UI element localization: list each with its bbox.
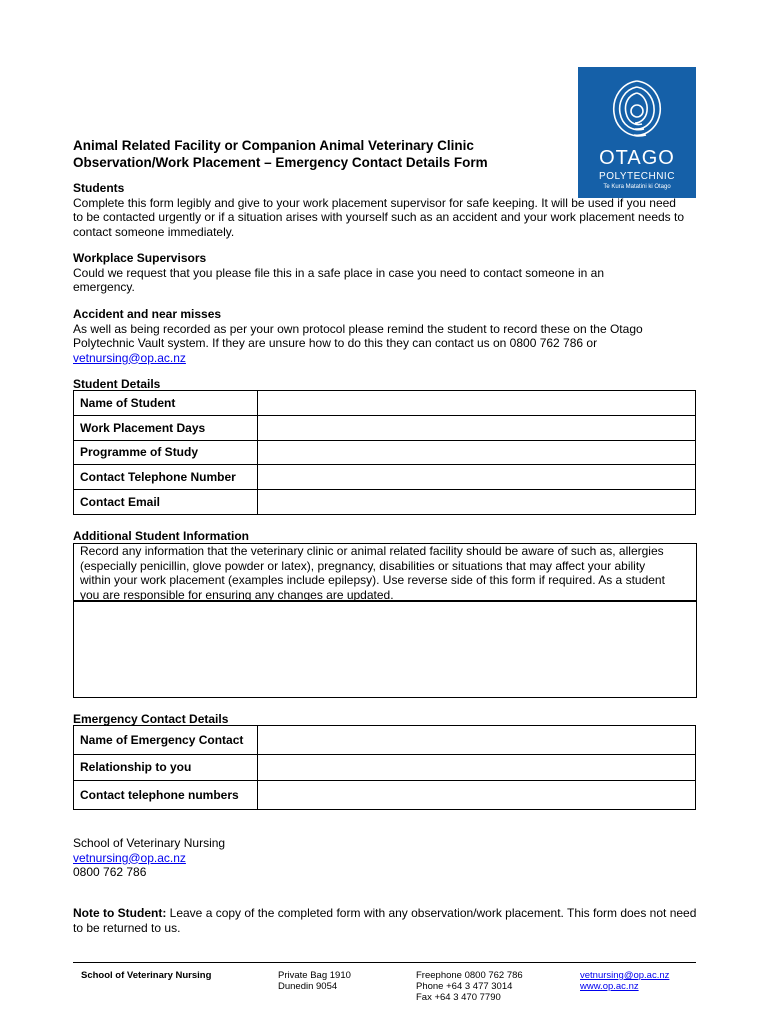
form-title-line1: Animal Related Facility or Companion Animal Veterinary Clinic bbox=[73, 138, 474, 153]
footer-website-link[interactable]: www.op.ac.nz bbox=[580, 981, 639, 992]
emergency-phone-field[interactable] bbox=[258, 781, 696, 810]
logo-name: OTAGO bbox=[599, 147, 675, 169]
students-text: Complete this form legibly and give to your work placement supervisor for safe keeping. It will be used if you need to be contacted urgently or if a situation arises with yourself such as an accident and your work placement needs to contact someone immediately. bbox=[73, 195, 685, 239]
logo-subtitle: POLYTECHNIC bbox=[599, 171, 675, 182]
emergency-heading: Emergency Contact Details bbox=[73, 712, 229, 726]
table-row bbox=[74, 726, 696, 755]
row-label: Name of Student bbox=[74, 391, 258, 416]
footer-address-line2: Dunedin 9054 bbox=[278, 981, 338, 992]
row-label: Relationship to you bbox=[74, 755, 258, 781]
school-email-link[interactable]: vetnursing@op.ac.nz bbox=[73, 850, 186, 865]
accident-section bbox=[73, 307, 693, 365]
row-label: Programme of Study bbox=[74, 441, 258, 465]
footer-divider bbox=[73, 962, 696, 963]
otago-polytechnic-logo bbox=[578, 67, 696, 198]
table-row bbox=[74, 441, 696, 465]
relationship-field[interactable] bbox=[258, 755, 696, 781]
additional-info-heading: Additional Student Information bbox=[73, 529, 249, 543]
supervisors-text: Could we request that you please file this in a safe place in case you need to contact someone in an emergency. bbox=[73, 265, 604, 294]
row-label: Work Placement Days bbox=[74, 416, 258, 441]
row-label: Contact Telephone Number bbox=[74, 465, 258, 490]
form-title-line2: Observation/Work Placement – Emergency Contact Details Form bbox=[73, 155, 488, 170]
school-contact-block bbox=[73, 836, 225, 880]
table-row bbox=[74, 755, 696, 781]
row-label: Contact Email bbox=[74, 490, 258, 515]
emergency-table bbox=[73, 725, 696, 810]
footer-address-line1: Private Bag 1910 bbox=[278, 970, 351, 981]
accident-heading: Accident and near misses bbox=[73, 307, 222, 321]
logo-maori-name: Te Kura Matatini ki Otago bbox=[603, 184, 671, 190]
footer-freephone: Freephone 0800 762 786 bbox=[416, 970, 523, 981]
footer-fax: Fax +64 3 470 7790 bbox=[416, 992, 501, 1003]
supervisors-heading: Workplace Supervisors bbox=[73, 251, 207, 265]
students-section bbox=[73, 181, 693, 239]
student-details-heading: Student Details bbox=[73, 377, 161, 391]
contact-email-field[interactable] bbox=[258, 490, 696, 515]
additional-info-instructions bbox=[73, 543, 697, 602]
row-label: Contact telephone numbers bbox=[74, 781, 258, 810]
footer-school: School of Veterinary Nursing bbox=[81, 970, 212, 981]
footer-links bbox=[580, 970, 669, 992]
contact-telephone-field[interactable] bbox=[258, 465, 696, 490]
accident-text: As well as being recorded as per your own protocol please remind the student to record these on the Otago Polytechnic Vault system. If they are unsure how to do this they can contact us on 0800 762 786 or bbox=[73, 321, 643, 350]
school-phone: 0800 762 786 bbox=[73, 865, 147, 879]
work-placement-days-field[interactable] bbox=[258, 416, 696, 441]
student-details-table bbox=[73, 390, 696, 515]
note-to-student bbox=[73, 906, 698, 935]
note-label: Note to Student: bbox=[73, 906, 167, 920]
table-row bbox=[74, 781, 696, 810]
row-label: Name of Emergency Contact bbox=[74, 726, 258, 755]
footer-email-link[interactable]: vetnursing@op.ac.nz bbox=[580, 970, 670, 981]
additional-info-text: Record any information that the veterinary clinic or animal related facility should be aware of such as, allergies (especially penicillin, glove powder or latex), pregnancy, disabilities or situations that may affect your ability within your work placement (examples include epilepsy). Use reverse side of this form if required. As a student you are responsible for ensuring any changes are updated. bbox=[80, 544, 665, 602]
table-row bbox=[74, 465, 696, 490]
logo-swirl-icon bbox=[606, 77, 668, 145]
school-name: School of Veterinary Nursing bbox=[73, 836, 226, 850]
emergency-contact-name-field[interactable] bbox=[258, 726, 696, 755]
table-row bbox=[74, 391, 696, 416]
footer-address bbox=[278, 970, 351, 992]
form-title bbox=[73, 137, 488, 171]
note-text: Leave a copy of the completed form with any observation/work placement. This form does not need to be returned to us. bbox=[73, 906, 697, 935]
name-of-student-field[interactable] bbox=[258, 391, 696, 416]
accident-email-link[interactable]: vetnursing@op.ac.nz bbox=[73, 350, 186, 365]
students-heading: Students bbox=[73, 181, 125, 195]
supervisors-section bbox=[73, 251, 693, 295]
programme-of-study-field[interactable] bbox=[258, 441, 696, 465]
table-row bbox=[74, 490, 696, 515]
footer-phone: Phone +64 3 477 3014 bbox=[416, 981, 513, 992]
footer-phones bbox=[416, 970, 523, 1003]
table-row bbox=[74, 416, 696, 441]
additional-info-textarea[interactable] bbox=[73, 600, 697, 698]
